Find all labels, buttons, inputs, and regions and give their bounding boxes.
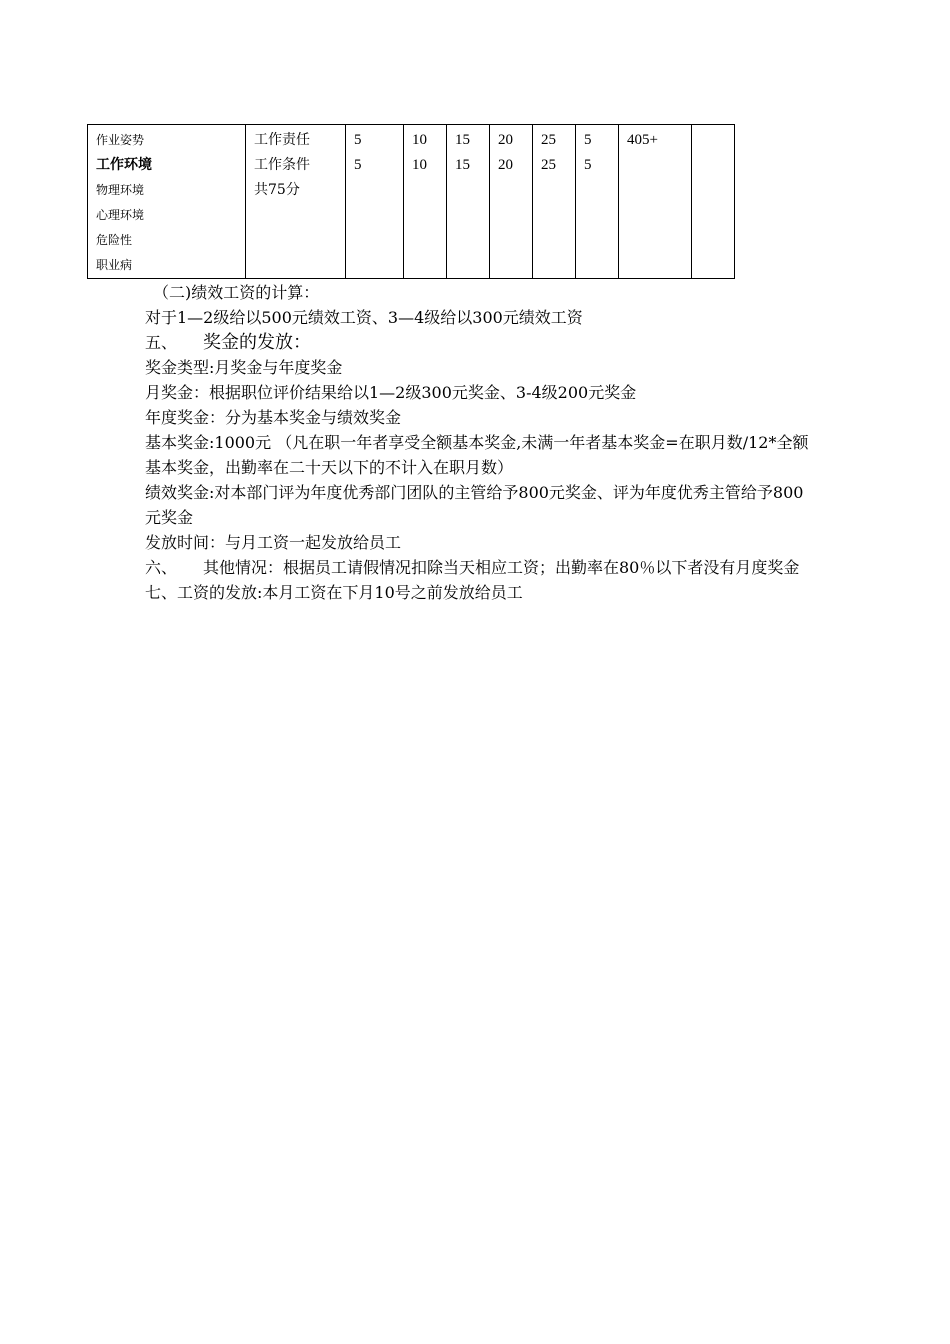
category-cell xyxy=(246,125,346,279)
factor-physical-environment: 物理环境 xyxy=(96,183,145,197)
level-value: 5 xyxy=(354,132,362,148)
level-value: 20 xyxy=(498,157,513,173)
empty-cell xyxy=(692,125,735,279)
section-five-number: 五、 xyxy=(145,333,178,352)
level-value: 10 xyxy=(412,157,427,173)
performance-bonus: 绩效奖金:对本部门评为年度优秀部门团队的主管给予800元奖金、评为年度优秀主管给予800元奖金 xyxy=(145,483,804,527)
annual-bonus: 年度奖金：分为基本奖金与绩效奖金 xyxy=(145,408,402,427)
performance-calc-body: 对于1—2级给以500元绩效工资、3—4级给以300元绩效工资 xyxy=(145,308,583,327)
factor-risk: 危险性 xyxy=(96,233,133,247)
basic-bonus: 基本奖金:1000元 （凡在职一年者享受全额基本奖金,未满一年者基本奖金=在职月数/12*全额基本奖金，出勤率在二十天以下的不计入在职月数） xyxy=(145,433,809,477)
total-value: 405+ xyxy=(627,132,658,148)
level-value: 25 xyxy=(541,157,556,173)
level-value: 25 xyxy=(541,132,556,148)
factor-cell xyxy=(88,125,246,279)
document-body xyxy=(145,280,810,605)
level-value: 10 xyxy=(412,132,427,148)
level-cell xyxy=(346,125,404,279)
level-value: 5 xyxy=(584,157,592,173)
total-cell xyxy=(619,125,692,279)
level-cell xyxy=(447,125,490,279)
evaluation-table-wrapper xyxy=(87,124,735,279)
level-value: 15 xyxy=(455,157,470,173)
category-total-points: 共75分 xyxy=(254,182,300,198)
payment-time: 发放时间：与月工资一起发放给员工 xyxy=(145,533,402,552)
factor-occupational-disease: 职业病 xyxy=(96,258,133,272)
section-six-body: 其他情况：根据员工请假情况扣除当天相应工资；出勤率在80％以下者没有月度奖金 xyxy=(203,558,800,577)
monthly-bonus: 月奖金：根据职位评价结果给以1—2级300元奖金、3-4级200元奖金 xyxy=(145,383,637,402)
section-five-heading xyxy=(145,330,810,355)
section-five-title: 奖金的发放： xyxy=(203,332,311,353)
level-value: 15 xyxy=(455,132,470,148)
table-row xyxy=(88,125,735,279)
level-cell xyxy=(490,125,533,279)
level-value: 20 xyxy=(498,132,513,148)
section-seven: 七、工资的发放:本月工资在下月10号之前发放给员工 xyxy=(145,583,523,602)
category-responsibility: 工作责任 xyxy=(254,132,310,148)
factor-psychological-environment: 心理环境 xyxy=(96,208,145,222)
bonus-types: 奖金类型:月奖金与年度奖金 xyxy=(145,358,343,377)
level-cell xyxy=(533,125,576,279)
section-six xyxy=(145,555,810,580)
performance-calc-title: （二)绩效工资的计算： xyxy=(153,283,320,302)
category-conditions: 工作条件 xyxy=(254,157,310,173)
factor-posture: 作业姿势 xyxy=(96,133,145,147)
level-value: 5 xyxy=(354,157,362,173)
level-cell xyxy=(404,125,447,279)
level-value: 5 xyxy=(584,132,592,148)
section-six-number: 六、 xyxy=(145,558,178,577)
evaluation-table xyxy=(87,124,735,279)
level-cell xyxy=(576,125,619,279)
factor-work-environment: 工作环境 xyxy=(96,157,152,173)
